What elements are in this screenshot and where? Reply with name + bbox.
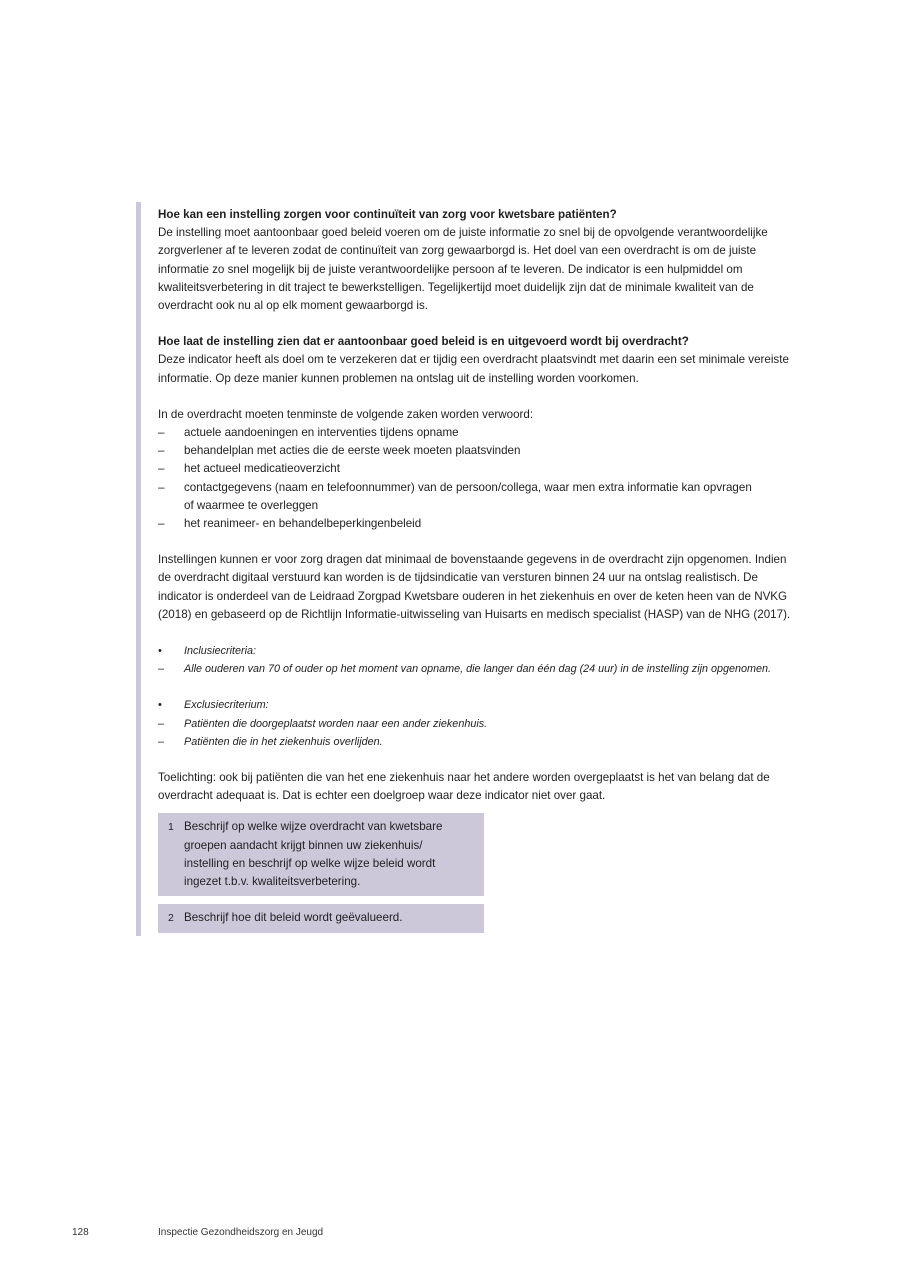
document-body: [158, 206, 822, 933]
question-line: Beschrijf hoe dit beleid wordt geëvalueerd.: [184, 911, 403, 925]
text-line: Toelichting: ook bij patiënten die van het ene ziekenhuis naar het andere worden overgeplaatst is het van belang dat de: [158, 771, 770, 785]
dash-marker: –: [158, 517, 165, 531]
footer-publisher: Inspectie Gezondheidszorg en Jeugd: [158, 1227, 324, 1238]
question-line: instelling en beschrijf op welke wijze beleid wordt: [184, 856, 436, 870]
question-line: ingezet t.b.v. kwaliteitsverbetering.: [184, 875, 361, 889]
requirements-list: [158, 424, 822, 533]
text-line: (2018) en gebaseerd op de Richtlijn Informatie-uitwisseling van Huisarts en medisch specialist (HASP) van de NHG (2017).: [158, 607, 791, 621]
text-line: De instelling moet aantoonbaar goed beleid voeren om de juiste informatie zo snel bij de opvolgende verantwoordelijke: [158, 226, 768, 240]
dash-marker: –: [158, 426, 165, 440]
list-item: [158, 424, 822, 442]
list-item: [158, 460, 822, 478]
text-line: zorgverlener af te leveren zodat de continuïteit van zorg gewaarborgd is. Het doel van een overdracht is om de juiste: [158, 244, 757, 258]
criteria-title: • Exclusiecriterium:: [158, 696, 822, 714]
list-item-text: Patiënten die in het ziekenhuis overlijden.: [184, 735, 383, 748]
list-item-text: Alle ouderen van 70 of ouder op het moment van opname, die langer dan één dag (24 uur) in de instelling zijn opgenomen.: [184, 663, 772, 676]
criteria-title: • Inclusiecriteria:: [158, 642, 822, 660]
text-line: informatie. Op deze manier kunnen problemen na ontslag uit de instelling worden voorkomen.: [158, 371, 639, 385]
section1-paragraph: [158, 224, 822, 315]
list-item-text: behandelplan met acties die de eerste week moeten plaatsvinden: [184, 444, 521, 458]
text-line: Deze indicator heeft als doel om te verzekeren dat er tijdig een overdracht plaatsvindt met daarin een set minimale vereiste: [158, 353, 789, 367]
bullet-marker: •: [158, 699, 162, 712]
list-item-text: contactgegevens (naam en telefoonnummer) van de persoon/collega, waar men extra informatie kan opvragen: [184, 480, 752, 494]
text-line: informatie zo snel mogelijk bij de juiste verantwoordelijke persoon af te leveren. De indicator is een hulpmiddel om: [158, 262, 743, 276]
text-line: indicator is onderdeel van de Leidraad Zorgpad Kwetsbare ouderen in het ziekenhuis en over de keten heen van de NVKG: [158, 589, 788, 603]
question-line: groepen aandacht krijgt binnen uw ziekenhuis/: [184, 838, 423, 852]
requirements-intro: In de overdracht moeten tenminste de volgende zaken worden verwoord:: [158, 407, 534, 421]
section4-paragraph: [158, 551, 822, 624]
list-item-text: het reanimeer- en behandelbeperkingenbeleid: [184, 517, 422, 531]
list-item-text: Patiënten die doorgeplaatst worden naar een ander ziekenhuis.: [184, 717, 488, 730]
question-box-1: [158, 813, 484, 896]
list-item: [158, 479, 822, 515]
section1-heading: Hoe kan een instelling zorgen voor continuïteit van zorg voor kwetsbare patiënten?: [158, 208, 617, 221]
dash-marker: –: [158, 444, 165, 458]
section-accent-bar: [136, 202, 141, 936]
list-item: [158, 733, 822, 751]
text-line: de overdracht digitaal verstuurd kan worden is de tijdsindicatie van versturen binnen 24 uur na ontslag realistisch. De: [158, 571, 758, 585]
text-line: overdracht ook nu al op elk moment gewaarborgd is.: [158, 299, 429, 313]
text-line: overdracht adequaat is. Dat is echter een doelgroep waar deze indicator niet over gaat.: [158, 789, 606, 803]
question-number: 2: [168, 912, 174, 925]
section2-paragraph: [158, 351, 822, 387]
question-number: 1: [168, 821, 174, 834]
text-line: kwaliteitsverbetering in dit traject te bewerkstelligen. Tegelijkertijd moet duidelijk zijn dat de minimale kwaliteit van de: [158, 280, 754, 294]
dash-marker: –: [158, 735, 165, 748]
dash-marker: –: [158, 462, 165, 476]
dash-marker: –: [158, 663, 165, 676]
bullet-marker: •: [158, 645, 162, 658]
page-number: 128: [72, 1227, 89, 1238]
question-box-2: [158, 904, 484, 932]
explanation-paragraph: [158, 769, 822, 805]
exclusion-criteria: [158, 696, 822, 751]
dash-marker: –: [158, 480, 165, 494]
list-item-text: het actueel medicatieoverzicht: [184, 462, 340, 476]
inclusion-criteria: [158, 642, 822, 678]
list-item-text: of waarmee te overleggen: [184, 498, 319, 512]
dash-marker: –: [158, 717, 165, 730]
question-line: Beschrijf op welke wijze overdracht van kwetsbare: [184, 820, 443, 834]
section2-heading: Hoe laat de instelling zien dat er aantoonbaar goed beleid is en uitgevoerd wordt bij overdracht?: [158, 335, 689, 349]
list-item: [158, 442, 822, 460]
list-item: [158, 715, 822, 733]
text-line: Instellingen kunnen er voor zorg dragen dat minimaal de bovenstaande gegevens in de overdracht zijn opgenomen. Indien: [158, 553, 787, 567]
list-item: [158, 515, 822, 533]
list-item: [158, 660, 822, 678]
list-item-text: actuele aandoeningen en interventies tijdens opname: [184, 426, 459, 440]
